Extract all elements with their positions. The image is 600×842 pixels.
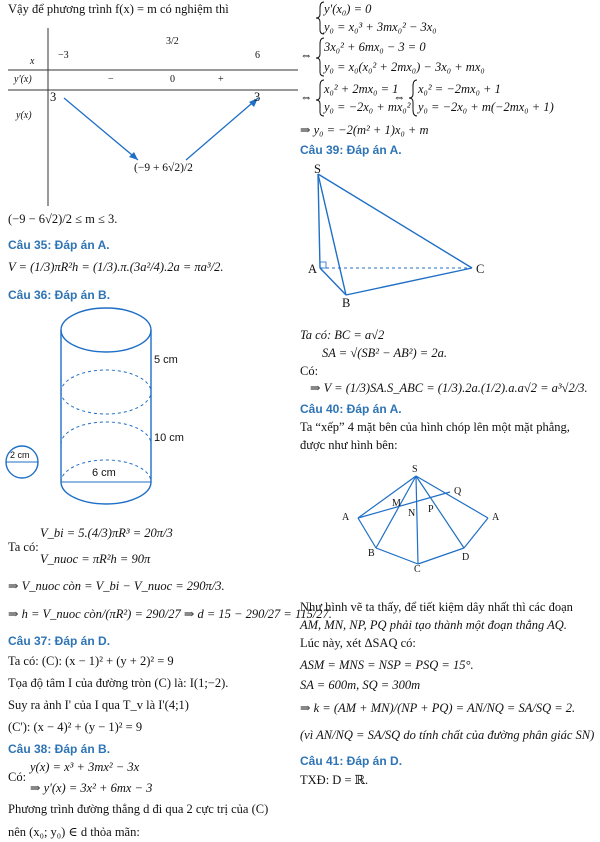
text-xep1: Ta “xếp” 4 mặt bên của hình chóp lên một mặt phẳng,: [300, 420, 570, 434]
label-6cm: 6 cm: [92, 467, 116, 479]
label-2cm: 2 cm: [10, 450, 30, 460]
fan-S: S: [412, 464, 418, 475]
text-taco: Ta có:: [8, 540, 39, 554]
table-yp-label: y'(x): [14, 74, 32, 85]
inequality: (−9 − 6√2)/2 ≤ m ≤ 3.: [8, 212, 118, 226]
formula-q35: V = (1/3)πR²h = (1/3).π.(3a²/4).2a = πa³/2.: [8, 260, 224, 274]
heading-q37: Câu 37: Đáp án D.: [8, 634, 111, 648]
fan-Q: Q: [454, 486, 462, 497]
sys4-a: x₀² = −2mx₀ + 1: [418, 82, 501, 96]
text-nh1: Như hình vẽ ta thấy, để tiết kiệm dây nhất thì các đoạn: [300, 600, 573, 614]
text-pt: Phương trình đường thẳng d đi qua 2 cực trị của (C): [8, 802, 269, 816]
fan-D: D: [462, 552, 470, 563]
formula-h: ⇒ h = V_nuoc còn/(πR²) = 290/27 ⇒ d = 15 − 290/27 = 115/27.: [8, 607, 332, 621]
fan-A-left: A: [342, 512, 350, 523]
fan-B: B: [368, 548, 375, 559]
text-nen: nên (x₀; y₀) ∈ d thỏa mãn:: [8, 825, 140, 839]
text-vi: (vì AN/NQ = SA/SQ do tính chất của đường phân giác SN): [300, 728, 595, 742]
sys4-b: y₀ = −2x₀ + m(−2mx₀ + 1): [418, 100, 554, 114]
sys1-a: y'(x₀) = 0: [324, 2, 372, 16]
formula-k: ⇒ k = (AM + MN)/(NP + PQ) = AN/NQ = SA/SQ = 2.: [300, 701, 576, 715]
table-yp-val: −: [108, 74, 114, 85]
sys3-a: x₀² + 2mx₀ = 1: [324, 82, 399, 96]
table-x-val: 3/2: [166, 36, 179, 47]
intro-text: Vậy để phương trình f(x) = m có nghiệm thì: [8, 2, 229, 16]
fan-P: P: [428, 504, 434, 515]
fan-N: N: [408, 508, 416, 519]
heading-q41: Câu 41: Đáp án D.: [300, 754, 403, 768]
text-sa: SA = √(SB² − AB²) = 2a.: [322, 346, 447, 360]
table-x-label: x: [30, 56, 35, 67]
table-y-label: y(x): [16, 110, 32, 121]
fan-C: C: [414, 564, 421, 575]
text-bc: Ta có: BC = a√2: [300, 328, 385, 342]
implies: ⇔: [300, 48, 313, 62]
pyr-B: B: [342, 296, 351, 310]
sys2-a: 3x₀² + 6mx₀ − 3 = 0: [324, 40, 426, 54]
sys2-b: y₀ = x₀(x₀² + 2mx₀) − 3x₀ + mx₀: [324, 60, 485, 74]
heading-q39: Câu 39: Đáp án A.: [300, 143, 402, 157]
table-y-left: 3: [50, 90, 57, 104]
formula-yx: y(x) = x³ + 3mx² − 3x: [30, 760, 140, 774]
fan-A-right: A: [492, 512, 500, 523]
heading-q38: Câu 38: Đáp án B.: [8, 742, 111, 756]
implies: ⇔: [300, 90, 313, 104]
text-co: Có:: [8, 770, 27, 784]
pyr-A: A: [308, 262, 318, 276]
formula-vnc: ⇒ V_nuoc còn = V_bi − V_nuoc = 290π/3.: [8, 579, 225, 593]
text-tam: Tọa độ tâm I của đường tròn (C) là: I(1;−2).: [8, 676, 229, 690]
fan-M: M: [392, 498, 401, 509]
label-5cm: 5 cm: [154, 354, 178, 366]
text-lens: SA = 600m, SQ = 300m: [300, 678, 421, 692]
heading-q40: Câu 40: Đáp án A.: [300, 402, 402, 416]
text-c-eq: Ta có: (C): (x − 1)² + (y + 2)² = 9: [8, 654, 174, 668]
result-y0: ⇒ y₀ = −2(m² + 1)x₀ + m: [300, 123, 429, 137]
formula-vnuoc: V_nuoc = πR²h = 90π: [40, 552, 151, 566]
heading-q36: Câu 36: Đáp án B.: [8, 288, 111, 302]
sys1-b: y₀ = x₀³ + 3mx₀² − 3x₀: [324, 20, 437, 34]
text-txd: TXĐ: D = ℝ.: [300, 773, 369, 787]
formula-vbi: V_bi = 5.(4/3)πR³ = 20π/3: [40, 526, 173, 540]
text-co: Có:: [300, 364, 319, 378]
text-cp: (C'): (x − 4)² + (y − 1)² = 9: [8, 720, 143, 734]
implies: ⇔: [393, 90, 406, 104]
heading-q35: Câu 35: Đáp án A.: [8, 238, 110, 252]
text-xep2: được như hình bên:: [300, 438, 398, 452]
table-yp-val: 0: [170, 74, 175, 85]
table-y-min: (−9 + 6√2)/2: [134, 162, 193, 174]
table-x-val: −3: [58, 50, 69, 61]
formula-ypx: ⇒ y'(x) = 3x² + 6mx − 3: [30, 781, 153, 795]
sys3-b: y₀ = −2x₀ + mx₀²: [324, 100, 411, 114]
table-x-val: 6: [255, 50, 260, 61]
text-anh: Suy ra ảnh I' của I qua T_v là I'(4;1): [8, 698, 189, 712]
label-10cm: 10 cm: [154, 432, 184, 444]
pyr-S: S: [314, 162, 321, 176]
pyr-C: C: [476, 262, 485, 276]
table-yp-val: +: [218, 74, 224, 85]
table-y-right: 3: [254, 90, 261, 104]
text-nh2: AM, MN, NP, PQ phải tạo thành một đoạn thẳng AQ.: [300, 618, 567, 632]
text-nh3: Lúc này, xét ΔSAQ có:: [300, 636, 416, 650]
text-arcs: ASM = MNS = NSP = PSQ = 15°.: [300, 658, 474, 672]
formula-v: ⇒ V = (1/3)SA.S_ABC = (1/3).2a.(1/2).a.a√2 = a³√2/3.: [310, 381, 588, 395]
